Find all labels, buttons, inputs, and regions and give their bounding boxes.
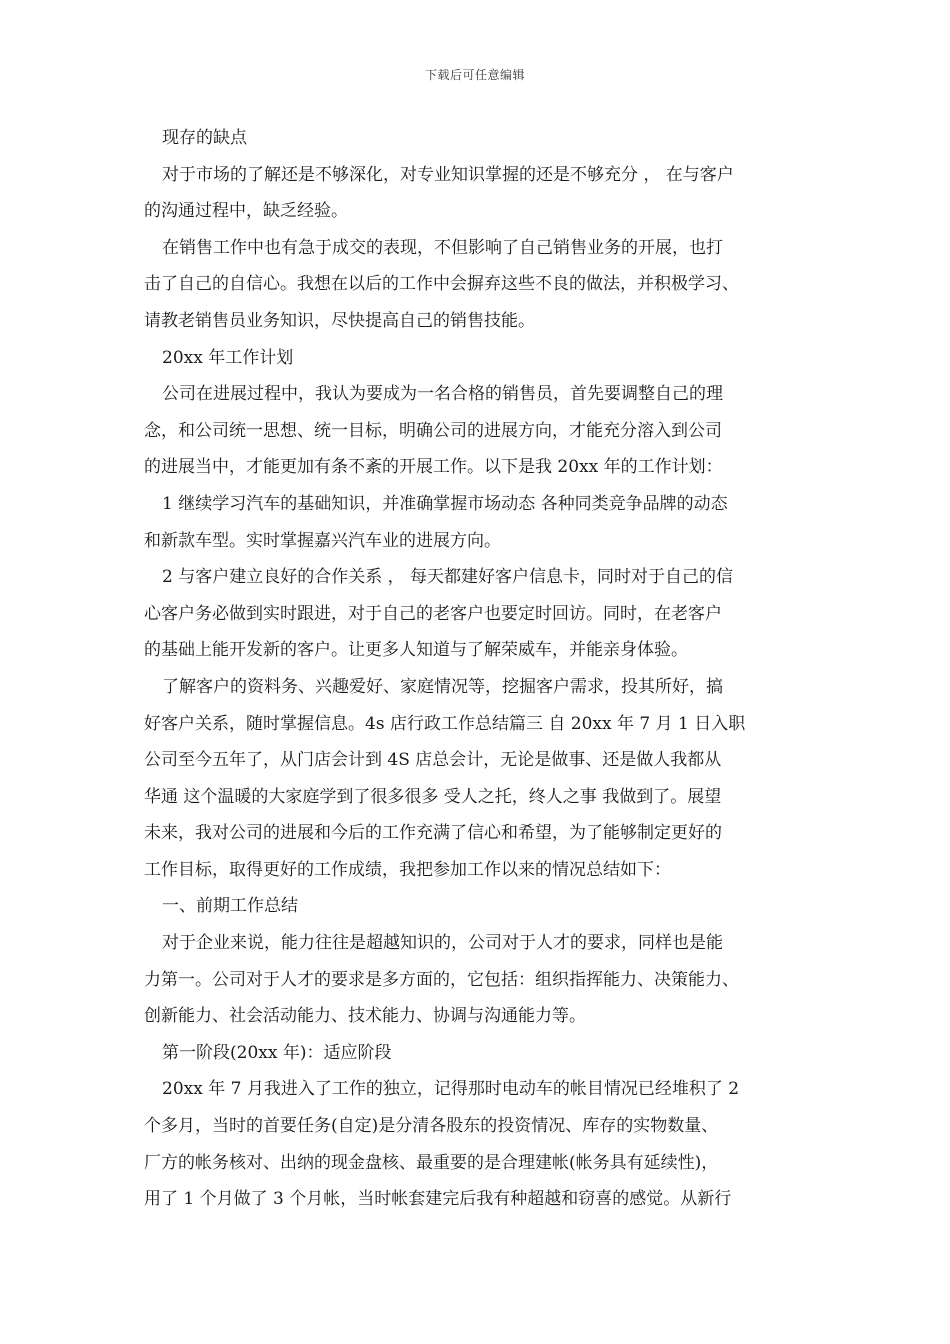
text-line: 华通 这个温暖的大家庭学到了很多很多 受人之托，终人之事 我做到了。展望 <box>144 786 722 807</box>
text-line: 力第一。公司对于人才的要求是多方面的，它包括：组织指挥能力、决策能力、 <box>144 969 739 990</box>
text-line: 请教老销售员业务知识，尽快提高自己的销售技能。 <box>144 310 535 331</box>
document-body <box>144 120 824 1218</box>
text-line: 好客户关系，随时掌握信息。4s 店行政工作总结篇三 自 20xx 年 7 月 1 日入职 <box>144 713 746 734</box>
text-line: 和新款车型。实时掌握嘉兴汽车业的进展方向。 <box>144 530 501 551</box>
text-line: 对于企业来说，能力往往是超越知识的，公司对于人才的要求，同样也是能 <box>162 933 723 954</box>
text-line: 击了自己的自信心。我想在以后的工作中会摒弃这些不良的做法，并积极学习、 <box>144 274 739 295</box>
text-line: 创新能力、社会活动能力、技术能力、协调与沟通能力等。 <box>144 1006 586 1027</box>
text-line: 第一阶段(20xx 年)：适应阶段 <box>162 1042 392 1063</box>
text-line: 公司至今五年了，从门店会计到 4S 店总会计，无论是做事、还是做人我都从 <box>144 750 722 771</box>
text-line: 一、前期工作总结 <box>162 896 298 917</box>
text-line: 了解客户的资料务、兴趣爱好、家庭情况等，挖掘客户需求，投其所好，搞 <box>162 676 723 697</box>
text-line: 在销售工作中也有急于成交的表现，不但影响了自己销售业务的开展，也打 <box>162 237 723 258</box>
text-line: 用了 1 个月做了 3 个月帐，当时帐套建完后我有种超越和窃喜的感觉。从新行 <box>144 1189 732 1210</box>
text-line: 念，和公司统一思想、统一目标，明确公司的进展方向，才能充分溶入到公司 <box>144 420 722 441</box>
text-line: 未来，我对公司的进展和今后的工作充满了信心和希望，为了能够制定更好的 <box>144 823 722 844</box>
text-line: 工作目标，取得更好的工作成绩，我把参加工作以来的情况总结如下： <box>144 859 671 880</box>
text-line: 2 与客户建立良好的合作关系 ， 每天都建好客户信息卡，同时对于自己的信 <box>162 567 734 588</box>
text-line: 心客户务必做到实时跟进，对于自己的老客户也要定时回访。同时，在老客户 <box>144 603 722 624</box>
text-line: 1 继续学习汽车的基础知识，并准确掌握市场动态 各种同类竞争品牌的动态 <box>162 493 728 514</box>
text-line: 对于市场的了解还是不够深化，对专业知识掌握的还是不够充分 ， 在与客户 <box>162 164 734 185</box>
text-line: 20xx 年工作计划 <box>162 347 294 368</box>
text-line: 的基础上能开发新的客户。让更多人知道与了解荣威车，并能亲身体验。 <box>144 640 688 661</box>
text-line: 的沟通过程中，缺乏经验。 <box>144 201 348 222</box>
text-line: 个多月，当时的首要任务(自定)是分清各股东的投资情况、库存的实物数量、 <box>144 1116 719 1137</box>
text-line: 厂方的帐务核对、出纳的现金盘核、最重要的是合理建帐(帐务具有延续性)， <box>144 1152 719 1173</box>
text-line: 公司在进展过程中，我认为要成为一名合格的销售员，首先要调整自己的理 <box>162 384 723 405</box>
text-line: 现存的缺点 <box>162 128 247 148</box>
text-line: 20xx 年 7 月我进入了工作的独立，记得那时电动车的帐目情况已经堆积了 2 <box>162 1079 740 1100</box>
text-line: 的进展当中，才能更加有条不紊的开展工作。以下是我 20xx 年的工作计划： <box>144 457 723 478</box>
page-header: 下载后可任意编辑 <box>424 68 525 82</box>
